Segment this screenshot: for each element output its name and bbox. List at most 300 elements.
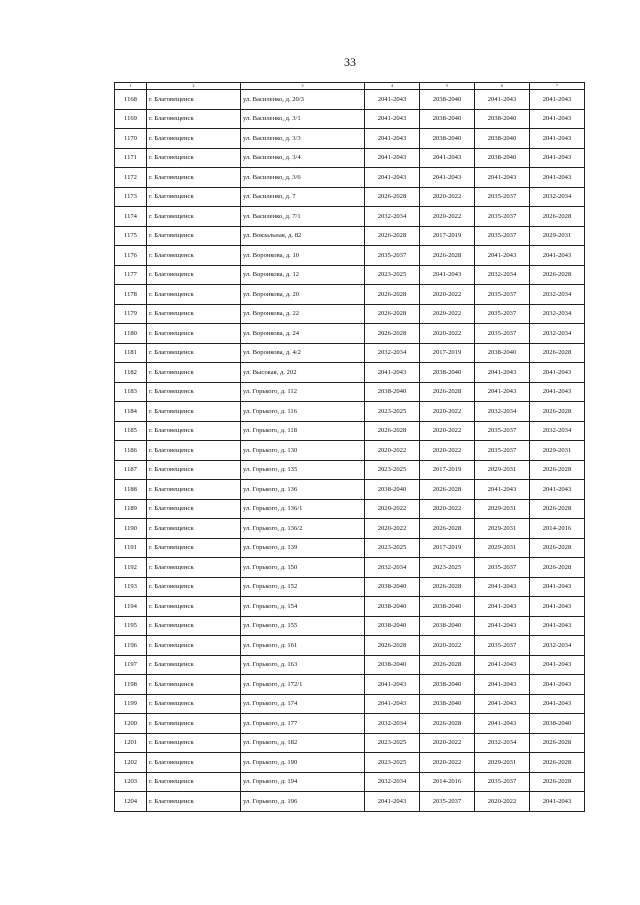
city-cell: г. Благовещенск xyxy=(147,246,241,266)
period-cell: 2038-2040 xyxy=(420,694,475,714)
row-number-cell: 1170 xyxy=(115,129,147,149)
period-cell: 2038-2040 xyxy=(365,382,420,402)
row-number-cell: 1197 xyxy=(115,655,147,675)
period-cell: 2020-2022 xyxy=(420,402,475,422)
row-number-cell: 1179 xyxy=(115,304,147,324)
table-row xyxy=(115,772,585,792)
table-header-row xyxy=(115,83,585,90)
period-cell: 2035-2037 xyxy=(475,441,530,461)
period-cell: 2032-2034 xyxy=(365,343,420,363)
row-number-cell: 1204 xyxy=(115,792,147,812)
period-cell: 2041-2043 xyxy=(530,168,585,188)
table-row xyxy=(115,207,585,227)
period-cell: 2041-2043 xyxy=(530,694,585,714)
period-cell: 2035-2037 xyxy=(475,558,530,578)
period-cell: 2020-2022 xyxy=(420,324,475,344)
address-cell: ул. Воронкова, д. 10 xyxy=(241,246,365,266)
table-row xyxy=(115,499,585,519)
address-cell: ул. Горького, д. 112 xyxy=(241,382,365,402)
city-cell: г. Благовещенск xyxy=(147,480,241,500)
period-cell: 2020-2022 xyxy=(420,733,475,753)
period-cell: 2032-2034 xyxy=(365,714,420,734)
row-number-cell: 1175 xyxy=(115,226,147,246)
period-cell: 2020-2022 xyxy=(420,421,475,441)
period-cell: 2035-2037 xyxy=(475,285,530,305)
address-cell: ул. Горького, д. 163 xyxy=(241,655,365,675)
table-row xyxy=(115,675,585,695)
address-cell: ул. Горького, д. 116 xyxy=(241,402,365,422)
table-row xyxy=(115,694,585,714)
column-number-header: 1 xyxy=(115,83,147,90)
period-cell: 2032-2034 xyxy=(365,558,420,578)
table-row xyxy=(115,714,585,734)
period-cell: 2038-2040 xyxy=(420,675,475,695)
period-cell: 2029-2031 xyxy=(530,226,585,246)
period-cell: 2038-2040 xyxy=(365,480,420,500)
address-cell: ул. Горького, д. 136/2 xyxy=(241,519,365,539)
address-cell: ул. Горького, д. 161 xyxy=(241,636,365,656)
row-number-cell: 1189 xyxy=(115,499,147,519)
period-cell: 2032-2034 xyxy=(475,733,530,753)
period-cell: 2017-2019 xyxy=(420,460,475,480)
period-cell: 2026-2028 xyxy=(530,558,585,578)
row-number-cell: 1183 xyxy=(115,382,147,402)
table-row xyxy=(115,285,585,305)
period-cell: 2035-2037 xyxy=(365,246,420,266)
row-number-cell: 1176 xyxy=(115,246,147,266)
address-cell: ул. Горького, д. 190 xyxy=(241,753,365,773)
city-cell: г. Благовещенск xyxy=(147,753,241,773)
table-row xyxy=(115,382,585,402)
period-cell: 2041-2043 xyxy=(365,792,420,812)
city-cell: г. Благовещенск xyxy=(147,675,241,695)
row-number-cell: 1195 xyxy=(115,616,147,636)
city-cell: г. Благовещенск xyxy=(147,402,241,422)
period-cell: 2041-2043 xyxy=(365,694,420,714)
address-cell: ул. Василенко, д. 20/3 xyxy=(241,90,365,110)
period-cell: 2041-2043 xyxy=(365,148,420,168)
address-cell: ул. Горького, д. 136/1 xyxy=(241,499,365,519)
address-cell: ул. Горького, д. 182 xyxy=(241,733,365,753)
address-cell: ул. Горького, д. 154 xyxy=(241,597,365,617)
column-number-header: 2 xyxy=(147,83,241,90)
period-cell: 2041-2043 xyxy=(530,382,585,402)
period-cell: 2038-2040 xyxy=(420,616,475,636)
period-cell: 2029-2031 xyxy=(530,441,585,461)
period-cell: 2038-2040 xyxy=(365,616,420,636)
period-cell: 2026-2028 xyxy=(420,577,475,597)
period-cell: 2038-2040 xyxy=(475,148,530,168)
address-cell: ул. Высокая, д. 202 xyxy=(241,363,365,383)
period-cell: 2029-2031 xyxy=(475,460,530,480)
address-cell: ул. Горького, д. 152 xyxy=(241,577,365,597)
period-cell: 2035-2037 xyxy=(475,207,530,227)
row-number-cell: 1171 xyxy=(115,148,147,168)
period-cell: 2032-2034 xyxy=(475,402,530,422)
city-cell: г. Благовещенск xyxy=(147,304,241,324)
period-cell: 2038-2040 xyxy=(420,597,475,617)
period-cell: 2038-2040 xyxy=(365,597,420,617)
row-number-cell: 1177 xyxy=(115,265,147,285)
period-cell: 2041-2043 xyxy=(530,129,585,149)
period-cell: 2041-2043 xyxy=(530,655,585,675)
city-cell: г. Благовещенск xyxy=(147,187,241,207)
period-cell: 2026-2028 xyxy=(420,714,475,734)
period-cell: 2041-2043 xyxy=(475,363,530,383)
period-cell: 2020-2022 xyxy=(365,499,420,519)
table-row xyxy=(115,519,585,539)
period-cell: 2041-2043 xyxy=(475,655,530,675)
row-number-cell: 1168 xyxy=(115,90,147,110)
period-cell: 2026-2028 xyxy=(365,636,420,656)
period-cell: 2035-2037 xyxy=(475,636,530,656)
period-cell: 2038-2040 xyxy=(365,577,420,597)
page-number: 33 xyxy=(344,55,356,69)
table-row xyxy=(115,402,585,422)
period-cell: 2026-2028 xyxy=(530,402,585,422)
period-cell: 2026-2028 xyxy=(365,226,420,246)
period-cell: 2026-2028 xyxy=(420,655,475,675)
period-cell: 2026-2028 xyxy=(530,733,585,753)
period-cell: 2014-2016 xyxy=(530,519,585,539)
row-number-cell: 1186 xyxy=(115,441,147,461)
city-cell: г. Благовещенск xyxy=(147,636,241,656)
column-number-header: 3 xyxy=(241,83,365,90)
table-row xyxy=(115,324,585,344)
period-cell: 2038-2040 xyxy=(420,90,475,110)
row-number-cell: 1180 xyxy=(115,324,147,344)
row-number-cell: 1182 xyxy=(115,363,147,383)
period-cell: 2023-2025 xyxy=(365,460,420,480)
city-cell: г. Благовещенск xyxy=(147,382,241,402)
address-cell: ул. Вокзальная, д. 82 xyxy=(241,226,365,246)
table-row xyxy=(115,597,585,617)
period-cell: 2026-2028 xyxy=(365,285,420,305)
period-cell: 2041-2043 xyxy=(475,694,530,714)
table-row xyxy=(115,90,585,110)
table-row xyxy=(115,246,585,266)
period-cell: 2020-2022 xyxy=(420,636,475,656)
table-row xyxy=(115,129,585,149)
period-cell: 2026-2028 xyxy=(530,499,585,519)
period-cell: 2020-2022 xyxy=(420,187,475,207)
row-number-cell: 1191 xyxy=(115,538,147,558)
table-row xyxy=(115,616,585,636)
table-row xyxy=(115,480,585,500)
address-cell: ул. Василенко, д. 3/1 xyxy=(241,109,365,129)
city-cell: г. Благовещенск xyxy=(147,324,241,344)
table-row xyxy=(115,421,585,441)
table-row xyxy=(115,265,585,285)
row-number-cell: 1203 xyxy=(115,772,147,792)
row-number-cell: 1184 xyxy=(115,402,147,422)
period-cell: 2035-2037 xyxy=(420,792,475,812)
table-row xyxy=(115,733,585,753)
period-cell: 2032-2034 xyxy=(475,265,530,285)
row-number-cell: 1202 xyxy=(115,753,147,773)
table-row xyxy=(115,148,585,168)
period-cell: 2041-2043 xyxy=(365,129,420,149)
period-cell: 2029-2031 xyxy=(475,499,530,519)
period-cell: 2032-2034 xyxy=(530,636,585,656)
period-cell: 2041-2043 xyxy=(530,616,585,636)
period-cell: 2017-2019 xyxy=(420,538,475,558)
period-cell: 2029-2031 xyxy=(475,753,530,773)
address-cell: ул. Воронкова, д. 4/2 xyxy=(241,343,365,363)
period-cell: 2038-2040 xyxy=(475,343,530,363)
row-number-cell: 1200 xyxy=(115,714,147,734)
row-number-cell: 1187 xyxy=(115,460,147,480)
address-cell: ул. Василенко, д. 3/3 xyxy=(241,129,365,149)
column-number-header: 6 xyxy=(475,83,530,90)
period-cell: 2029-2031 xyxy=(475,519,530,539)
period-cell: 2035-2037 xyxy=(475,324,530,344)
period-cell: 2041-2043 xyxy=(420,168,475,188)
period-cell: 2041-2043 xyxy=(530,577,585,597)
period-cell: 2038-2040 xyxy=(420,109,475,129)
period-cell: 2020-2022 xyxy=(420,753,475,773)
period-cell: 2032-2034 xyxy=(530,187,585,207)
period-cell: 2023-2025 xyxy=(365,265,420,285)
period-cell: 2041-2043 xyxy=(475,480,530,500)
city-cell: г. Благовещенск xyxy=(147,499,241,519)
row-number-cell: 1201 xyxy=(115,733,147,753)
row-number-cell: 1194 xyxy=(115,597,147,617)
period-cell: 2026-2028 xyxy=(530,460,585,480)
row-number-cell: 1193 xyxy=(115,577,147,597)
city-cell: г. Благовещенск xyxy=(147,714,241,734)
table-row xyxy=(115,363,585,383)
address-cell: ул. Горького, д. 136 xyxy=(241,480,365,500)
period-cell: 2026-2028 xyxy=(365,324,420,344)
period-cell: 2041-2043 xyxy=(530,363,585,383)
period-cell: 2032-2034 xyxy=(365,772,420,792)
period-cell: 2026-2028 xyxy=(530,538,585,558)
period-cell: 2041-2043 xyxy=(365,90,420,110)
row-number-cell: 1192 xyxy=(115,558,147,578)
period-cell: 2032-2034 xyxy=(530,304,585,324)
period-cell: 2038-2040 xyxy=(420,129,475,149)
period-cell: 2026-2028 xyxy=(530,753,585,773)
city-cell: г. Благовещенск xyxy=(147,421,241,441)
period-cell: 2041-2043 xyxy=(365,363,420,383)
address-cell: ул. Горького, д. 194 xyxy=(241,772,365,792)
period-cell: 2035-2037 xyxy=(475,421,530,441)
address-cell: ул. Горького, д. 196 xyxy=(241,792,365,812)
period-cell: 2041-2043 xyxy=(475,675,530,695)
period-cell: 2041-2043 xyxy=(475,577,530,597)
table-row xyxy=(115,577,585,597)
city-cell: г. Благовещенск xyxy=(147,733,241,753)
city-cell: г. Благовещенск xyxy=(147,694,241,714)
table-row xyxy=(115,441,585,461)
period-cell: 2041-2043 xyxy=(530,675,585,695)
table-row xyxy=(115,226,585,246)
address-cell: ул. Горького, д. 130 xyxy=(241,441,365,461)
period-cell: 2023-2025 xyxy=(365,402,420,422)
address-cell: ул. Воронкова, д. 22 xyxy=(241,304,365,324)
period-cell: 2041-2043 xyxy=(475,382,530,402)
row-number-cell: 1181 xyxy=(115,343,147,363)
table-row xyxy=(115,343,585,363)
period-cell: 2023-2025 xyxy=(365,538,420,558)
city-cell: г. Благовещенск xyxy=(147,90,241,110)
city-cell: г. Благовещенск xyxy=(147,148,241,168)
period-cell: 2023-2025 xyxy=(365,733,420,753)
address-cell: ул. Василенко, д. 7/1 xyxy=(241,207,365,227)
period-cell: 2032-2034 xyxy=(530,285,585,305)
period-cell: 2026-2028 xyxy=(420,382,475,402)
row-number-cell: 1178 xyxy=(115,285,147,305)
period-cell: 2023-2025 xyxy=(420,558,475,578)
city-cell: г. Благовещенск xyxy=(147,558,241,578)
row-number-cell: 1169 xyxy=(115,109,147,129)
period-cell: 2020-2022 xyxy=(420,441,475,461)
period-cell: 2041-2043 xyxy=(530,480,585,500)
period-cell: 2035-2037 xyxy=(475,772,530,792)
table-row xyxy=(115,109,585,129)
city-cell: г. Благовещенск xyxy=(147,343,241,363)
period-cell: 2026-2028 xyxy=(530,265,585,285)
table-row xyxy=(115,460,585,480)
city-cell: г. Благовещенск xyxy=(147,519,241,539)
address-cell: ул. Горького, д. 150 xyxy=(241,558,365,578)
row-number-cell: 1172 xyxy=(115,168,147,188)
period-cell: 2020-2022 xyxy=(420,304,475,324)
period-cell: 2041-2043 xyxy=(365,675,420,695)
period-cell: 2029-2031 xyxy=(475,538,530,558)
table-row xyxy=(115,187,585,207)
row-number-cell: 1199 xyxy=(115,694,147,714)
row-number-cell: 1188 xyxy=(115,480,147,500)
row-number-cell: 1185 xyxy=(115,421,147,441)
period-cell: 2032-2034 xyxy=(530,421,585,441)
city-cell: г. Благовещенск xyxy=(147,597,241,617)
period-cell: 2041-2043 xyxy=(365,168,420,188)
period-cell: 2020-2022 xyxy=(475,792,530,812)
city-cell: г. Благовещенск xyxy=(147,772,241,792)
period-cell: 2023-2025 xyxy=(365,753,420,773)
address-cell: ул. Василенко, д. 3/6 xyxy=(241,168,365,188)
period-cell: 2041-2043 xyxy=(420,265,475,285)
city-cell: г. Благовещенск xyxy=(147,655,241,675)
table-row xyxy=(115,792,585,812)
period-cell: 2041-2043 xyxy=(530,148,585,168)
registry-table xyxy=(114,82,585,812)
period-cell: 2026-2028 xyxy=(365,304,420,324)
period-cell: 2041-2043 xyxy=(475,90,530,110)
period-cell: 2026-2028 xyxy=(420,519,475,539)
period-cell: 2020-2022 xyxy=(365,519,420,539)
period-cell: 2035-2037 xyxy=(475,226,530,246)
address-cell: ул. Горького, д. 135 xyxy=(241,460,365,480)
period-cell: 2041-2043 xyxy=(475,714,530,734)
city-cell: г. Благовещенск xyxy=(147,363,241,383)
period-cell: 2041-2043 xyxy=(365,109,420,129)
period-cell: 2026-2028 xyxy=(530,772,585,792)
table-row xyxy=(115,655,585,675)
row-number-cell: 1196 xyxy=(115,636,147,656)
period-cell: 2026-2028 xyxy=(365,187,420,207)
period-cell: 2041-2043 xyxy=(420,148,475,168)
city-cell: г. Благовещенск xyxy=(147,109,241,129)
table-row xyxy=(115,753,585,773)
row-number-cell: 1190 xyxy=(115,519,147,539)
period-cell: 2026-2028 xyxy=(530,343,585,363)
address-cell: ул. Горького, д. 118 xyxy=(241,421,365,441)
period-cell: 2041-2043 xyxy=(530,792,585,812)
row-number-cell: 1174 xyxy=(115,207,147,227)
period-cell: 2041-2043 xyxy=(475,597,530,617)
city-cell: г. Благовещенск xyxy=(147,616,241,636)
period-cell: 2026-2028 xyxy=(420,246,475,266)
city-cell: г. Благовещенск xyxy=(147,577,241,597)
period-cell: 2026-2028 xyxy=(530,207,585,227)
address-cell: ул. Горького, д. 155 xyxy=(241,616,365,636)
table-row xyxy=(115,168,585,188)
period-cell: 2035-2037 xyxy=(475,187,530,207)
period-cell: 2041-2043 xyxy=(475,616,530,636)
period-cell: 2041-2043 xyxy=(475,168,530,188)
period-cell: 2038-2040 xyxy=(420,363,475,383)
city-cell: г. Благовещенск xyxy=(147,129,241,149)
city-cell: г. Благовещенск xyxy=(147,168,241,188)
period-cell: 2041-2043 xyxy=(530,90,585,110)
period-cell: 2017-2019 xyxy=(420,226,475,246)
city-cell: г. Благовещенск xyxy=(147,226,241,246)
period-cell: 2038-2040 xyxy=(530,714,585,734)
row-number-cell: 1173 xyxy=(115,187,147,207)
period-cell: 2026-2028 xyxy=(365,421,420,441)
city-cell: г. Благовещенск xyxy=(147,265,241,285)
period-cell: 2026-2028 xyxy=(420,480,475,500)
period-cell: 2041-2043 xyxy=(530,597,585,617)
period-cell: 2041-2043 xyxy=(475,246,530,266)
period-cell: 2020-2022 xyxy=(365,441,420,461)
city-cell: г. Благовещенск xyxy=(147,792,241,812)
city-cell: г. Благовещенск xyxy=(147,207,241,227)
period-cell: 2035-2037 xyxy=(475,304,530,324)
period-cell: 2020-2022 xyxy=(420,285,475,305)
period-cell: 2032-2034 xyxy=(530,324,585,344)
address-cell: ул. Василенко, д. 3/4 xyxy=(241,148,365,168)
period-cell: 2038-2040 xyxy=(475,109,530,129)
table-row xyxy=(115,636,585,656)
period-cell: 2032-2034 xyxy=(365,207,420,227)
period-cell: 2020-2022 xyxy=(420,499,475,519)
column-number-header: 4 xyxy=(365,83,420,90)
period-cell: 2017-2019 xyxy=(420,343,475,363)
city-cell: г. Благовещенск xyxy=(147,285,241,305)
period-cell: 2038-2040 xyxy=(475,129,530,149)
period-cell: 2020-2022 xyxy=(420,207,475,227)
period-cell: 2038-2040 xyxy=(365,655,420,675)
period-cell: 2014-2016 xyxy=(420,772,475,792)
column-number-header: 5 xyxy=(420,83,475,90)
city-cell: г. Благовещенск xyxy=(147,441,241,461)
city-cell: г. Благовещенск xyxy=(147,460,241,480)
address-cell: ул. Горького, д. 177 xyxy=(241,714,365,734)
address-cell: ул. Воронкова, д. 24 xyxy=(241,324,365,344)
row-number-cell: 1198 xyxy=(115,675,147,695)
address-cell: ул. Воронкова, д. 20 xyxy=(241,285,365,305)
city-cell: г. Благовещенск xyxy=(147,538,241,558)
address-cell: ул. Воронкова, д. 12 xyxy=(241,265,365,285)
period-cell: 2041-2043 xyxy=(530,246,585,266)
table-row xyxy=(115,304,585,324)
column-number-header: 7 xyxy=(530,83,585,90)
address-cell: ул. Василенко, д. 7 xyxy=(241,187,365,207)
